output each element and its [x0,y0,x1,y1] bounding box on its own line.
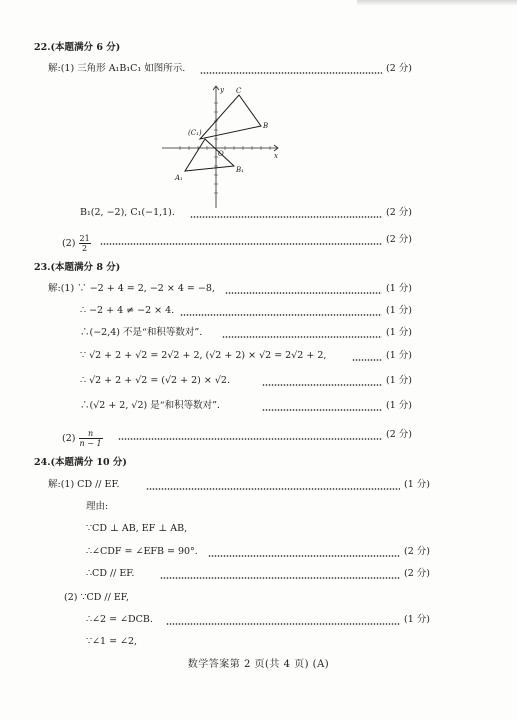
label-c: C [236,87,242,95]
label-b: B [263,122,269,130]
dot-leader [166,614,400,626]
label-c1: (C₁) [188,129,202,137]
q24-p2b-score: (1 分) [404,614,430,625]
q24-reason-text: 理由: [86,501,109,512]
dot-leader [118,429,382,441]
q23-line-3-text: ∴(−2,4) 不是“和积等数对”. [80,327,203,338]
q24-r1-text: ∵CD ⊥ AB, EF ⊥ AB, [86,523,188,534]
q22-line1-score: (2 分) [386,63,412,74]
label-b1: B₁ [236,166,244,174]
fraction-denominator: 2 [82,244,88,253]
dot-leader [160,568,400,580]
q23-line-1-score: (1 分) [386,283,412,294]
q24-r2-score: (2 分) [404,546,430,557]
q23-line-6-text: ∴(√2 + 2, √2) 是“和积等数对”. [80,400,220,411]
fraction-numerator: n [79,429,103,439]
label-y: y [220,86,224,94]
q24-p2c-text: ∵∠1 = ∠2, [86,636,138,647]
dot-leader [222,327,382,339]
page-footer: 数学答案第 2 页(共 4 页) (A) [187,659,330,670]
dot-leader [200,63,382,75]
q23-line-5-text: ∴ √2 + 2 + √2 = (√2 + 2) × √2. [80,375,230,386]
q23-heading-text: 23.(本题满分 8 分) [34,262,121,273]
q23-line-6-score: (1 分) [386,400,412,411]
q23-line-4-text: ∵ √2 + 2 + √2 = 2√2 + 2, (√2 + 2) × √2 = 2√2 + 2, [80,350,327,361]
q24-heading-text: 24.(本题满分 10 分) [34,457,127,468]
q23-line-1-text: 解:(1) ∵ −2 + 4 = 2, −2 × 4 = −8, [48,283,215,294]
q23-part2-answer [62,429,103,448]
q22-heading-text: 22.(本题满分 6 分) [34,42,121,53]
triangle-a1b1c1 [185,139,234,171]
label-origin: O [218,150,224,158]
dot-leader [262,375,382,387]
fraction-denominator: n − 1 [79,439,102,448]
label-a1: A₁ [175,174,183,182]
q23-line-2-score: (1 分) [386,305,412,316]
q24-r3-text: ∴CD // EF. [86,568,135,579]
dot-leader [146,479,400,491]
q24-p2b-text: ∴∠2 = ∠DCB. [86,614,153,625]
q22-coordinate-figure [160,84,284,210]
q24-r3-score: (2 分) [404,568,430,579]
q23-line-3-score: (1 分) [386,327,412,338]
dot-leader [100,234,382,246]
label-x: x [274,152,278,160]
fraction [79,429,103,448]
q22-coords-score: (2 分) [386,207,412,218]
q23-line-2-text: ∴ −2 + 4 ≠ −2 × 4. [80,305,175,316]
fraction-numerator: 21 [79,234,90,243]
dot-leader [262,400,382,412]
q24-line1-score: (1 分) [404,479,430,490]
q23-line-5-score: (1 分) [386,375,412,386]
q23-line-4-score: (1 分) [386,350,412,361]
scan-shadow [357,0,517,6]
q24-r2-text: ∴∠CDF = ∠EFB = 90°. [86,546,198,557]
q22-part2-prefix: (2) [62,238,76,249]
triangle-abc [200,95,261,139]
dot-leader [180,305,382,317]
fraction [79,234,91,253]
q23-part2-prefix: (2) [62,433,76,444]
dot-leader [208,546,400,558]
dot-leader [352,350,382,362]
q22-coords-text: B₁(2, −2), C₁(−1,1). [80,207,175,218]
q22-line1-text: 解:(1) 三角形 A₁B₁C₁ 如图所示. [48,63,186,74]
q22-part2-answer [62,234,91,253]
dot-leader [225,283,382,295]
q24-line1-text: 解:(1) CD // EF. [48,479,120,490]
q22-part2-score: (2 分) [386,234,412,245]
q24-p2a-text: (2) ∵CD // EF, [64,592,129,603]
dot-leader [190,207,382,219]
q23-part2-score: (2 分) [386,429,412,440]
